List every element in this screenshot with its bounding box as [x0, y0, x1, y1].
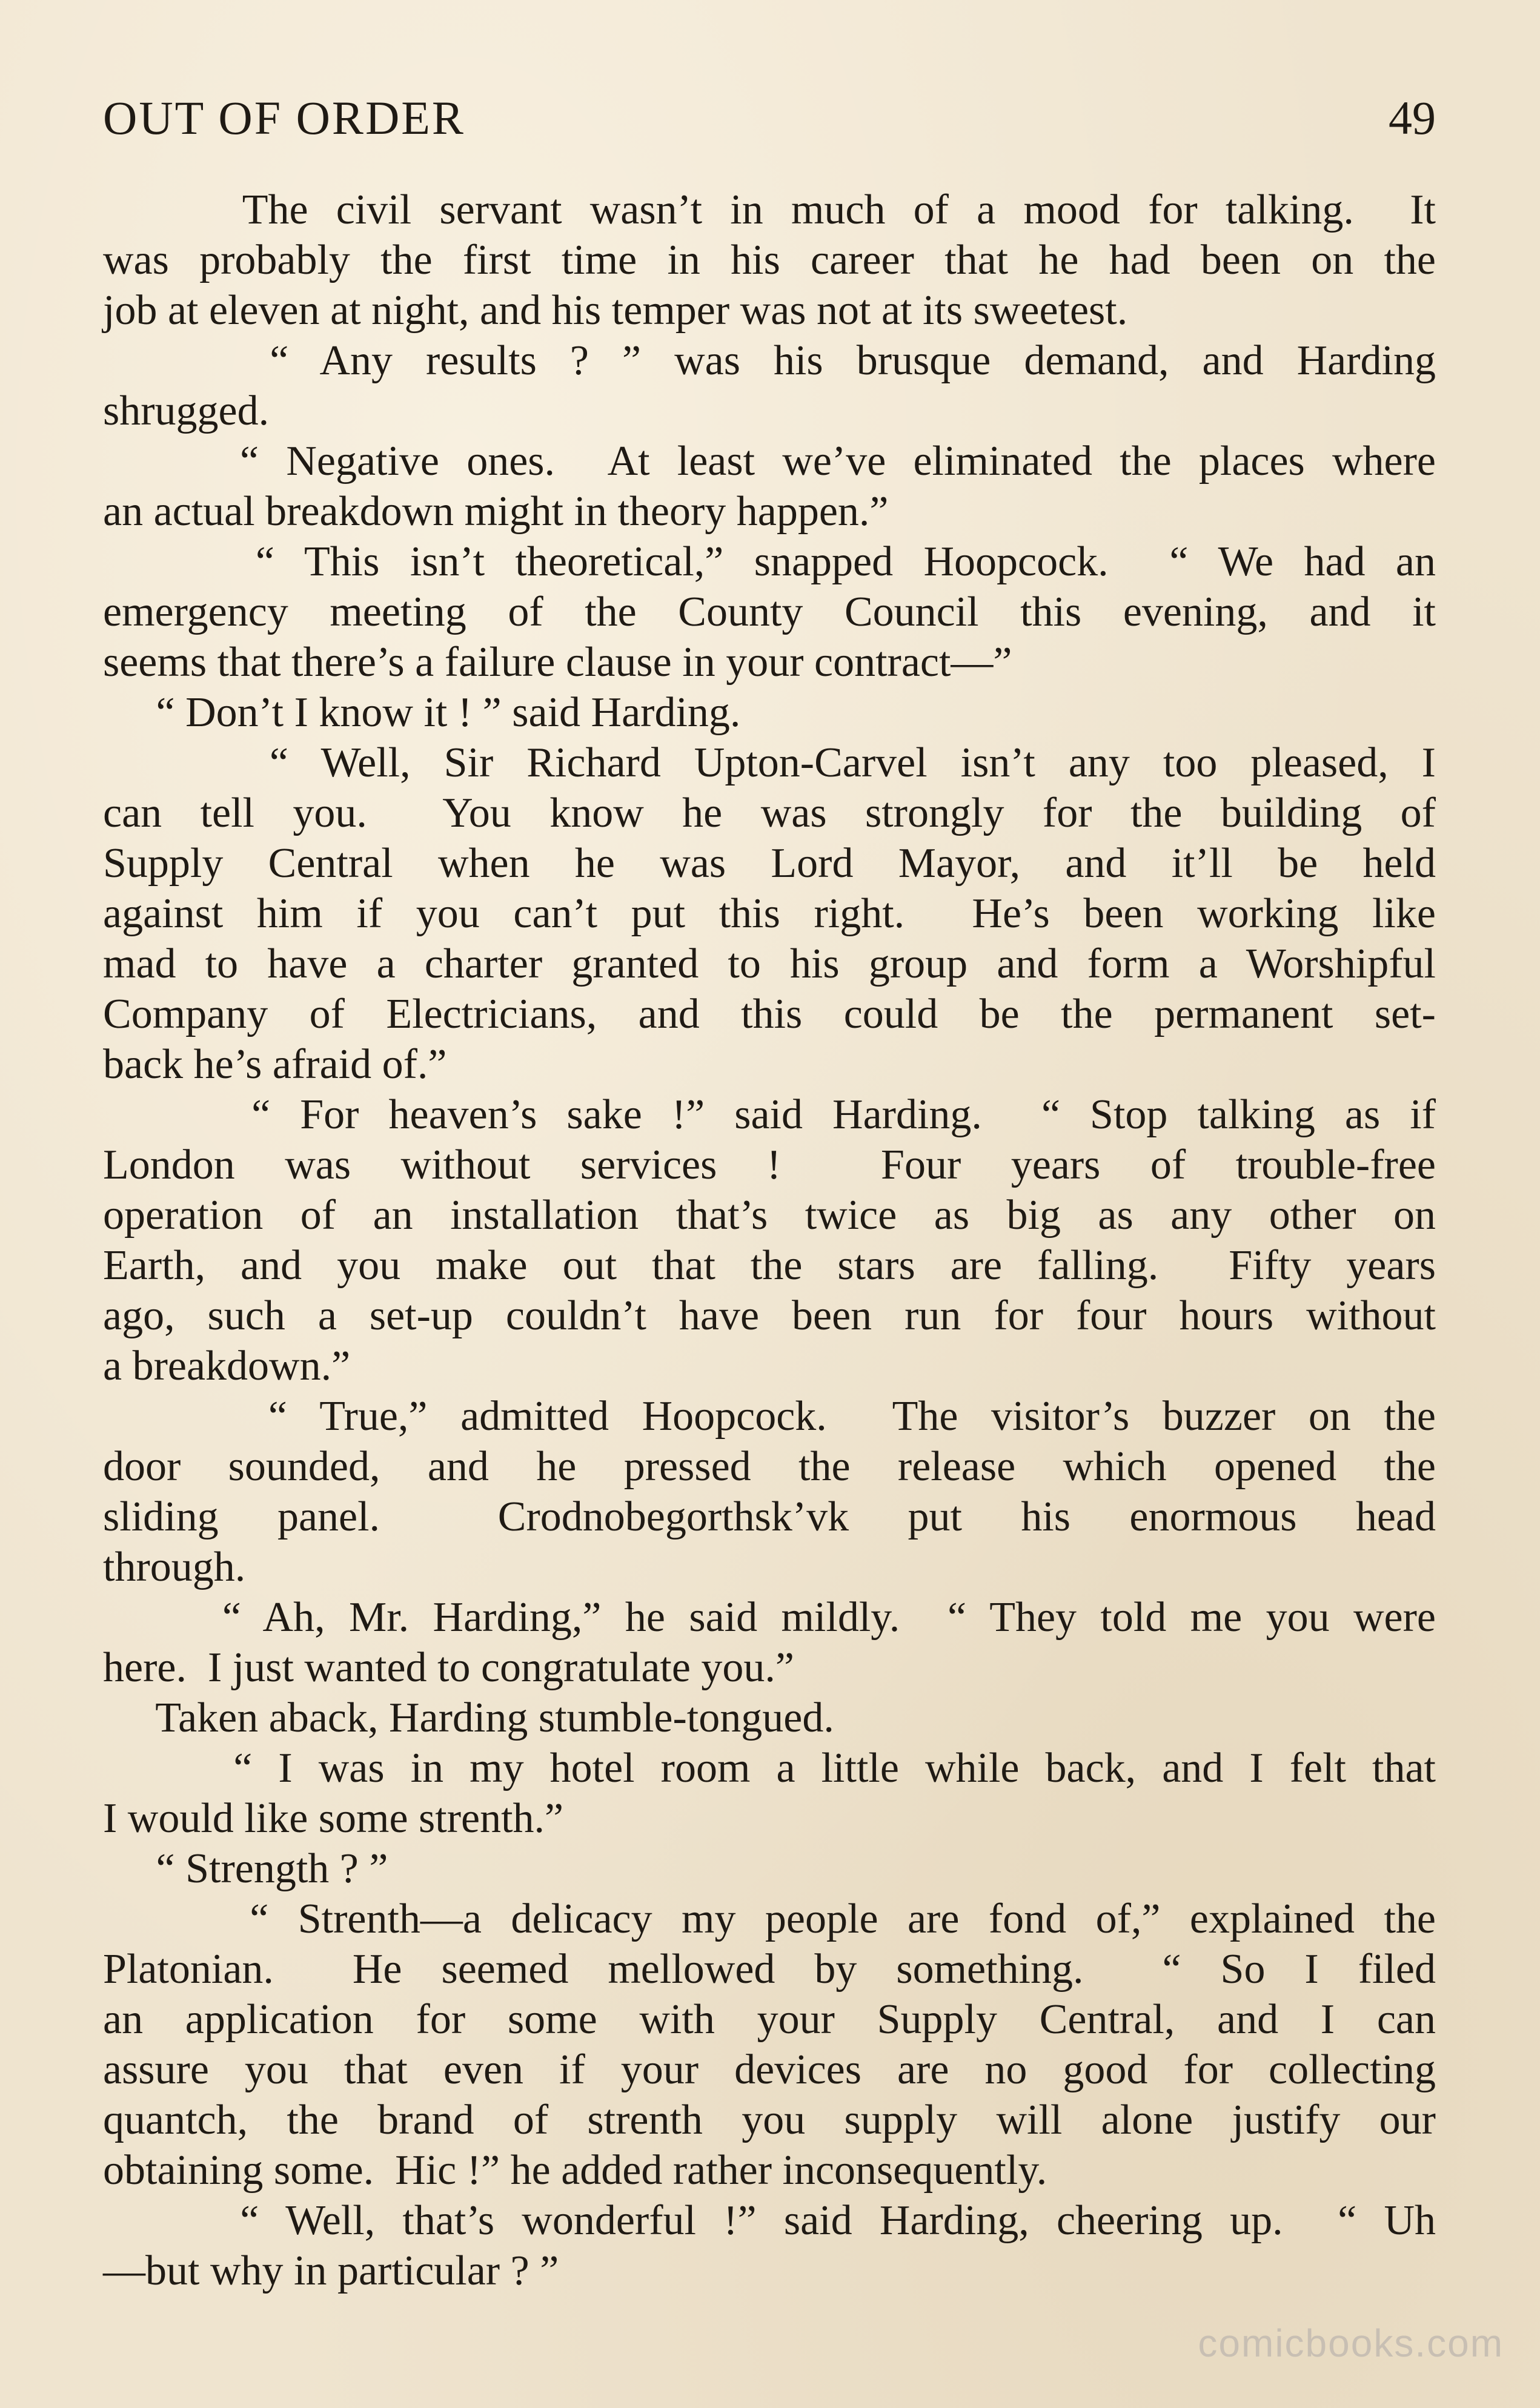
text-line: “ Strength ? ”	[103, 1845, 388, 1892]
text-line: shrugged.	[103, 388, 270, 434]
text-line: “ Well, Sir Richard Upton-Carvel isn’t any too pleased, I	[103, 739, 1436, 786]
text-line: “ Negative ones. At least we’ve eliminated the places where	[103, 438, 1436, 485]
text-line: emergency meeting of the County Council this evening, and it	[103, 589, 1436, 635]
text-line: a breakdown.”	[103, 1343, 351, 1389]
text-line: I would like some strenth.”	[103, 1795, 564, 1842]
text-line: against him if you can’t put this right. He’s been working like	[103, 890, 1436, 937]
text-line: Platonian. He seemed mellowed by something. “ So I filed	[103, 1946, 1436, 1993]
text-line: Taken aback, Harding stumble-tongued.	[103, 1695, 834, 1741]
page-number: 49	[1389, 91, 1436, 144]
text-line: quantch, the brand of strenth you supply will alone justify our	[103, 2097, 1436, 2143]
text-line: assure you that even if your devices are no good for collecting	[103, 2046, 1436, 2093]
text-line: Earth, and you make out that the stars are falling. Fifty years	[103, 1242, 1436, 1289]
body-text	[103, 185, 1436, 2296]
text-line: Supply Central when he was Lord Mayor, and it’ll be held	[103, 840, 1436, 887]
text-line: seems that there’s a failure clause in your contract—”	[103, 639, 1012, 686]
text-line: The civil servant wasn’t in much of a mood for talking. It	[103, 187, 1436, 233]
text-line: door sounded, and he pressed the release which opened the	[103, 1443, 1436, 1490]
text-line: —but why in particular ? ”	[103, 2248, 559, 2294]
running-title: OUT OF ORDER	[103, 91, 465, 144]
text-line: operation of an installation that’s twice as big as any other on	[103, 1192, 1436, 1239]
text-line: “ Well, that’s wonderful !” said Harding, cheering up. “ Uh	[103, 2197, 1436, 2244]
text-line: job at eleven at night, and his temper was not at its sweetest.	[103, 287, 1128, 334]
text-line: “ Ah, Mr. Harding,” he said mildly. “ They told me you were	[103, 1594, 1436, 1641]
text-line: “ For heaven’s sake !” said Harding. “ Stop talking as if	[103, 1091, 1436, 1138]
text-line: an actual breakdown might in theory happen.”	[103, 488, 889, 535]
text-line: was probably the first time in his career that he had been on the	[103, 237, 1436, 283]
text-line: through.	[103, 1544, 246, 1590]
text-line: mad to have a charter granted to his group and form a Worshipful	[103, 941, 1436, 987]
text-line: “ Any results ? ” was his brusque demand, and Harding	[103, 337, 1436, 384]
text-line: sliding panel. Crodnobegorthsk’vk put his enormous head	[103, 1493, 1436, 1540]
text-line: “ Strenth—a delicacy my people are fond of,” explained the	[103, 1896, 1436, 1942]
text-line: “ I was in my hotel room a little while back, and I felt that	[103, 1745, 1436, 1791]
text-line: ago, such a set-up couldn’t have been run for four hours without	[103, 1292, 1436, 1339]
text-line: obtaining some. Hic !” he added rather inconsequently.	[103, 2147, 1047, 2194]
watermark: comicbooks.com	[1198, 2321, 1504, 2365]
text-line: “ This isn’t theoretical,” snapped Hoopcock. “ We had an	[103, 538, 1436, 585]
text-line: an application for some with your Supply Central, and I can	[103, 1996, 1436, 2043]
running-head	[103, 85, 1436, 151]
text-line: can tell you. You know he was strongly for the building of	[103, 790, 1436, 836]
text-line: London was without services ! Four years of trouble-free	[103, 1142, 1436, 1188]
text-line: here. I just wanted to congratulate you.”	[103, 1644, 794, 1691]
text-line: “ Don’t I know it ! ” said Harding.	[103, 689, 741, 736]
text-line: Company of Electricians, and this could be the permanent set-	[103, 991, 1436, 1037]
text-line: “ True,” admitted Hoopcock. The visitor’s buzzer on the	[103, 1393, 1436, 1440]
text-line: back he’s afraid of.”	[103, 1041, 447, 1088]
